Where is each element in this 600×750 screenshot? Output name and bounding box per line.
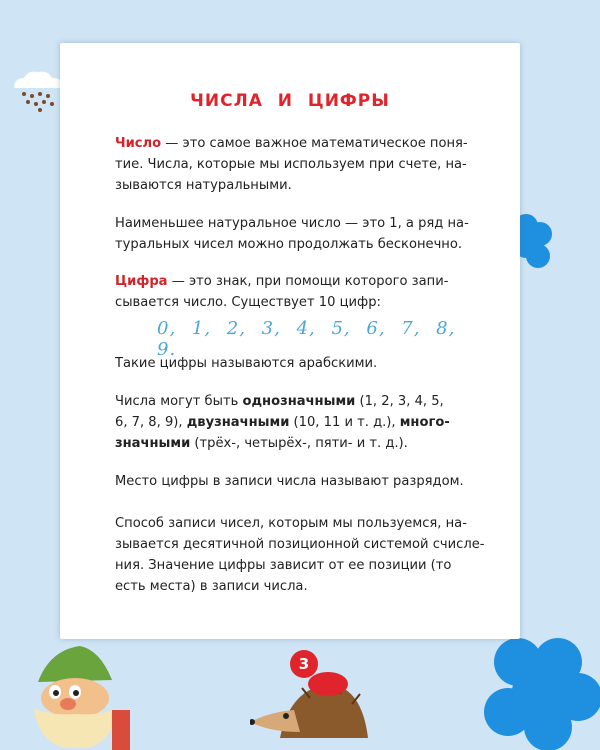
page-number-badge: 3	[290, 650, 318, 678]
text-segment: (10, 11 и т. д.),	[289, 415, 400, 430]
paragraph-number-definition	[115, 133, 485, 196]
term-single-digit: однозначными	[242, 394, 356, 409]
text-segment: (1, 2, 3, 4, 5,	[355, 394, 444, 409]
term-chislo: Число	[115, 136, 162, 151]
text-line: сывается число. Существует 10 цифр:	[115, 295, 381, 310]
paragraph-number-kinds	[115, 391, 485, 454]
text-line: зывается десятичной позиционной системой счисле-	[115, 537, 485, 552]
content-page	[60, 43, 520, 639]
text-line: Способ записи чисел, которым мы пользуемся, на-	[115, 516, 467, 531]
text-line: зываются натуральными.	[115, 178, 292, 193]
text-line: — это знак, при помощи которого запи-	[167, 274, 449, 289]
text-segment: Числа могут быть	[115, 394, 243, 409]
paragraph-natural-numbers	[115, 213, 485, 255]
paragraph-arabic: Такие цифры называются арабскими.	[115, 356, 378, 371]
text-segment: 6, 7, 8, 9),	[115, 415, 187, 430]
text-line: тие. Числа, которые мы используем при счете, на-	[115, 157, 467, 172]
text-line: ния. Значение цифры зависит от ее позиции (то	[115, 558, 452, 573]
term-multi-digit-part2: значными	[115, 436, 191, 451]
term-multi-digit-part1: много-	[399, 415, 450, 430]
text-line: есть места) в записи числа.	[115, 579, 308, 594]
digits-list: 0, 1, 2, 3, 4, 5, 6, 7, 8, 9.	[157, 318, 456, 360]
term-tsifra: Цифра	[115, 274, 168, 289]
text-line: Наименьшее натуральное число — это 1, а ряд на-	[115, 216, 469, 231]
term-two-digit: двузначными	[186, 415, 290, 430]
page-title: ЧИСЛА И ЦИФРЫ	[190, 91, 390, 111]
flower-icon	[478, 632, 600, 750]
gnome-illustration	[20, 640, 130, 750]
text-segment: (трёх-, четырёх-, пяти- и т. д.).	[190, 436, 408, 451]
text-line: туральных чисел можно продолжать бесконечно.	[115, 237, 463, 252]
text-line: — это самое важное математическое поня-	[161, 136, 468, 151]
paragraph-digit-place: Место цифры в записи числа называют разрядом.	[115, 474, 464, 489]
paragraph-digit-definition	[115, 271, 485, 313]
paragraph-positional-system	[115, 513, 485, 597]
